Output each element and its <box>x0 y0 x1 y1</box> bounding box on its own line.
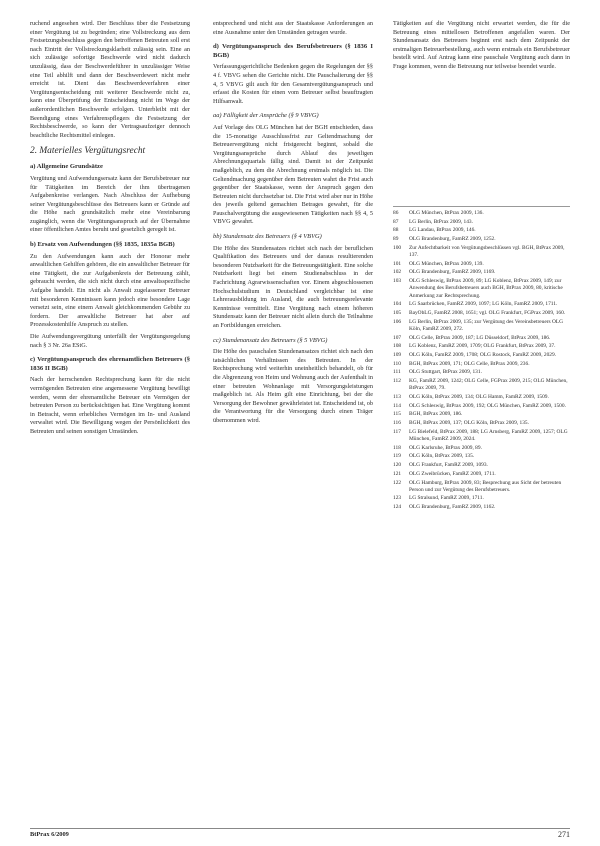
journal-name: BtPrax 6/2009 <box>30 831 69 838</box>
paragraph: Die Höhe des Stundensatzes richtet sich nach der beruflichen Qualifikation des Betreuers und der daraus resultierenden besonderen Nutzbarkeit für die Betreuungstätigkeit. Eine solche Nutzbarkeit liegt bei einem Studienabschluss in der Fachrichtung Agrarwissenschaften vor. Einem abgeschlossenen Hochschulstudium in Deutschland vergleichbar ist eine Lehrerausbildung im Ausland, die auch betreuungsrelevante Kenntnisse vermittelt. Eine Vergütung nach einem höheren Stundensatz kann der Betreuer nicht allein durch die Teilnahme an Fortbildungen erreichen. <box>213 244 373 329</box>
footnote <box>393 310 570 317</box>
footnote-number: 108 <box>393 343 402 350</box>
subheading: b) Ersatz von Aufwendungen (§§ 1835, 1835a BGB) <box>30 241 175 249</box>
page-footer <box>30 828 570 838</box>
footnote <box>393 378 570 392</box>
paragraph: Verfassungsgerichtliche Bedenken gegen die Regelungen der §§ 4 f. VBVG sehen die Gerichte nicht. Die Pauschalierung der §§ 4, 5 VBVG gilt auch für den Gesamtvergütungsanspruch und erfasst die Kosten für einen vom Betreuer selbst beauftragten Hilfsanwalt. <box>213 63 373 105</box>
footnote-list <box>393 206 570 513</box>
footnote-number: 87 <box>393 218 399 225</box>
footnote-number: 110 <box>393 360 401 367</box>
footnote-number: 105 <box>393 309 402 316</box>
footnote <box>393 445 570 452</box>
footnote-text: OLG Karlsruhe, BtPrax 2009, 89. <box>409 444 482 451</box>
footnote-number: 123 <box>393 495 402 502</box>
footnote-number: 112 <box>393 378 401 385</box>
footnote <box>393 219 570 226</box>
footnote-text: OLG München, BtPrax 2009, 139. <box>409 260 484 267</box>
footnote-number: 100 <box>393 244 402 251</box>
subheading: c) Vergütungsanspruch des ehrenamtlichen Betreuers (§ 1836 II BGB) <box>30 356 190 372</box>
footnote-text: OLG Schleswig, BtPrax 2009, 89; LG Koblenz, BtPrax 2009, 149; zur Anwendung des Berufsbetreuers auch BGH, BtPrax 2009, 80, kritische Anmerkung zur Rechtsprechung. <box>409 278 563 299</box>
footnote <box>393 301 570 308</box>
footnote-text: LG Stralsund, FamRZ 2009, 1711. <box>409 495 484 502</box>
footnote-text: BGH, BtPrax 2009, 186. <box>409 411 463 418</box>
footnote <box>393 369 570 376</box>
footnote-number: 114 <box>393 402 401 409</box>
footnote-text: OLG München, BtPrax 2009, 136. <box>409 210 484 216</box>
footnote-number: 111 <box>393 369 401 376</box>
footnote <box>393 462 570 469</box>
paragraph: Zu den Aufwendungen kann auch der Honorar mehr anwaltlichen Gehilfen gehören, die ein anwaltlicher Betreuer für eine Tätigkeit, die zur Aufgabenkreis der Betreuung zählt, gebraucht werden, die sich nicht durch eine anwaltsspezifische Aufgabe handelt. Ein nicht als Anwalt zugelassener Betreuer mit besonderen Kenntnissen kann jedoch eine besondere Lage versetzt sein, eine einem Anwalt gleichkommenden Gebühr zu fordern. Der anwaltliche Betreuer hat aber auf Prozesskostenhilfe Anspruch zu stellen. <box>30 252 190 329</box>
footnote-text: OLG Stuttgart, BtPrax 2009, 131. <box>409 369 482 376</box>
footnote-text: OLG Köln, BtPrax 2009, 135. <box>409 453 475 460</box>
subheading: d) Vergütungsanspruch des Berufsbetreuers (§ 1836 I BGB) <box>213 43 373 59</box>
footnote <box>393 420 570 427</box>
text-column-left <box>30 20 190 440</box>
footnote <box>393 411 570 418</box>
footnote-number: 117 <box>393 428 401 435</box>
footnote <box>393 278 570 300</box>
footnote-number: 122 <box>393 479 402 486</box>
footnote-text: BGH, BtPrax 2009, 137; OLG Köln, BtPrax 2009, 135. <box>409 420 529 427</box>
footnote-text: LG Koblenz, FamRZ 2009, 1709; OLG Frankfurt, BtPrax 2009, 37. <box>409 343 556 350</box>
footnote-number: 88 <box>393 227 399 234</box>
footnote-text: OLG Schleswig, BtPrax 2009, 192; OLG München, FamRZ 2009, 1500. <box>409 402 566 409</box>
footnote-number: 109 <box>393 351 402 358</box>
footnote-text: OLG Celle, BtPrax 2009, 187; LG Düsseldorf, BtPrax 2009, 186. <box>409 334 551 341</box>
footnote-number: 119 <box>393 453 401 460</box>
footnote <box>393 504 570 511</box>
footnote <box>393 453 570 460</box>
page-number: 271 <box>558 830 570 839</box>
footnote-text: LG Bielefeld, BtPrax 2009, 188; LG Arnsberg, FamRZ 2009, 1257; OLG München, FamRZ 2009, 2024. <box>409 428 568 442</box>
footnote <box>393 335 570 342</box>
footnote <box>393 403 570 410</box>
footnote-number: 116 <box>393 420 401 427</box>
footnote <box>393 269 570 276</box>
footnote-text: BGH, BtPrax 2009, 171; OLG Celle, BtPrax 2009, 236. <box>409 360 530 367</box>
journal-page <box>30 20 570 830</box>
footnote-number: 121 <box>393 470 402 477</box>
footnote <box>393 495 570 502</box>
paragraph: Vergütung und Aufwendungsersatz kann der Berufsbetreuer nur für Tätigkeiten im Bereich der ihm übertragenen Aufgabenkreise verlangen. Nach Abschluss der Aufhebung seiner Vergütungsbeschlüsse des Betreuers kann er Gründe auf die Höhe nach grundsätzlich mehr eine Vereinbarung zugänglich, wenn die Vergütungsanspruch auf der Übernahme einer öffentlichen Amtes beruht und gesetzlich geregelt ist. <box>30 174 190 234</box>
footnote-number: 89 <box>393 236 399 243</box>
footnote <box>393 352 570 359</box>
footnote-number: 103 <box>393 278 402 285</box>
footnote <box>393 343 570 350</box>
footnote <box>393 227 570 234</box>
footnote <box>393 480 570 494</box>
footnote <box>393 236 570 243</box>
footnote-number: 107 <box>393 334 402 341</box>
paragraph: entsprechend und nicht aus der Staatskasse Anforderungen an eine Ausnahme unter den Umständen getragen wurde. <box>213 20 373 36</box>
subheading: cc) Stundenansatz des Betreuers (§ 5 VBVG) <box>213 336 328 344</box>
footnote-text: OLG Brandenburg, FamRZ 2009, 1169. <box>409 269 496 276</box>
section-heading: 2. Materielles Vergütungsrecht <box>30 146 146 157</box>
footnote-text: Zur Anfechtbarkeit von Vergütungsbeschlüssen vgl. BGH, BtPrax 2009, 137. <box>409 244 565 259</box>
footnote-number: 102 <box>393 269 402 276</box>
footnote-text: OLG Hamburg, BtPrax 2009, 83; Besprechung aus Sicht der betreuten Person und zur Vergütung des Berufsbetreuers. <box>409 479 562 493</box>
footnote <box>393 261 570 268</box>
footnote-text: KG, FamRZ 2009, 1242; OLG Celle, FGPrax 2009, 215; OLG München, BtPrax 2009, 79. <box>409 378 568 392</box>
footnote <box>393 210 570 217</box>
footnote-text: BayObLG, FamRZ 2008, 1651; vgl. OLG Frankfurt, FGPrax 2009, 160. <box>409 309 566 316</box>
footnote-text: OLG Brandenburg, FamRZ 2009, 1252. <box>409 236 496 243</box>
paragraph: Die Höhe des pauschalen Stundenansatzes richtet sich nach den tatsächlichen Verhältnissen des Betreuten. In der Rechtsprechung wird weiterhin uneinheitlich behandelt, ob für die Abgrenzung von Heim und Wohnung auch der Aufenthalt in einer betreuten Wohnanlage mit Versorgungsleistungen maßgeblich ist. Als Heim gilt eine Einrichtung, bei der die Versorgung der Bewohner gewährleistet ist. Entscheidend ist, ob die Verantwortung für die Versorgung durch einen Träger übernommen wird. <box>213 348 373 424</box>
footnote-text: LG Berlin, BtPrax 2009, 135; zur Vergütung des Vereinsbetreuers OLG Köln, FamRZ 2009, 272. <box>409 318 564 332</box>
footnote-number: 113 <box>393 393 401 400</box>
footnote-text: OLG Brandenburg, FamRZ 2009, 1162. <box>409 504 496 511</box>
paragraph: Nach der herrschenden Rechtsprechung kann für die nicht vermögenden Betreuten eine angemessene Vergütung bewilligt werden, wenn der ehrenamtliche Betreuer ein Vermögen der betreuten Person zu berücksichtigen hat. Eine Vergütung kommt in Betracht, wenn erhebliches Vermögen im In- und Ausland verwaltet wird. Die Bewilligung wegen der Persönlichkeit des Betreuten und seinen sonstigen Umständen. <box>30 376 190 435</box>
subheading: bb) Stundensatz des Betreuers (§ 4 VBVG) <box>213 233 322 241</box>
footnote <box>393 319 570 333</box>
footnote <box>393 245 570 259</box>
footnote-number: 86 <box>393 210 399 216</box>
paragraph: Tätigkeiten auf die Vergütung nicht erwartet werden, die für die Betreuung eines mittellosen Betroffenen angefallen waren. Der Stundenansatz des Betreuers beginnt erst nach dem Zeitpunkt der erstmaligen Betreuerbestellung, auch wenn erstmals ein Berufsbetreuer bestellt wird. Auf Antrag kann eine pauschale Vergütung auch dann in Frage kommen, wenn die Betreuung nur teilweise beendet wurde. <box>393 20 570 70</box>
subheading: a) Allgemeine Grundsätze <box>30 163 103 171</box>
text-column-right <box>393 20 570 511</box>
paragraph: ruchend angesehen wird. Der Beschluss über die Festsetzung einer Vergütung ist zu begründen; eine Vollstreckung aus dem Festsetzungsbeschluss gegen den betroffenen Betreuten soll erst nach Eintritt der Vollstreckungsklarheit zulässig sein. Eine an sich zulässige sofortige Beschwerde wird nicht dadurch unzulässig, dass der Beschwerdeführer in unzulässiger Weise eine Teil abhilft und dann der Beschwerdewert nicht mehr erreicht ist. Dient das Beschwerdeverfahren einer Vergütungsentscheidung mit weiterer Beschwerde nicht zu, kann eine Überprüfung der Entscheidung nicht im Wege der außerordentlichen Beschwerde erfolgen. Unterbleibt mit der Beendigung eines Verfahrenspflegers die Festsetzung der Rechtsbeschwerde, so kann der Vertragsaufzeiger dennoch beachtliche Rechtsmittel einlegen. <box>30 20 190 139</box>
footnote-number: 101 <box>393 260 402 267</box>
footnote-text: OLG Köln, BtPrax 2009, 134; OLG Hamm, FamRZ 2009, 1509. <box>409 393 549 400</box>
footnote-number: 120 <box>393 462 402 469</box>
text-column-middle <box>213 20 373 429</box>
footnote-number: 104 <box>393 301 402 308</box>
subheading: aa) Fälligkeit der Ansprüche (§ 9 VBVG) <box>213 112 319 120</box>
footnote-number: 115 <box>393 411 401 418</box>
footnote-number: 124 <box>393 504 402 511</box>
footnote <box>393 471 570 478</box>
footnote-text: LG Landau, BtPrax 2009, 146. <box>409 227 476 234</box>
footnote-number: 118 <box>393 444 401 451</box>
footnote-text: OLG Zweibrücken, FamRZ 2009, 1711. <box>409 470 496 477</box>
footnote <box>393 429 570 443</box>
paragraph: Die Aufwendungsvergütung unterfällt der Vergütungsregelung nach § 3 Nr. 26a EStG. <box>30 333 190 349</box>
footnote <box>393 361 570 368</box>
footnote-text: LG Saarbrücken, FamRZ 2009, 1097; LG Köln, FamRZ 2009, 1711. <box>409 301 558 308</box>
footnote-number: 106 <box>393 318 402 325</box>
footnote <box>393 394 570 401</box>
footnote-text: LG Berlin, BtPrax 2009, 143. <box>409 218 473 225</box>
paragraph: Auf Vorlage des OLG München hat der BGH entschieden, dass die 15-monatige Ausschlussfrist zur Geltendmachung der Betreuervergütung nicht fristgerecht beginnt, sobald die Vergütungsansprüche durch Ablauf des jeweiligen Abrechnungsquartals fällig sind. Damit ist der Zeitpunkt maßgeblich, zu dem die Abrechnung erstmals möglich ist. Die Geltendmachung gegenüber dem Betreuten wahrt die Frist auch gegenüber der Staatskasse, wenn der Anspruch gegen den Betreuten nicht durchsetzbar ist. Die Frist wird aber nur in Höhe des jeweils geltend gemachten Betrages gewahrt, für die Pauschalvergütung die ausgewiesenen Tätigkeiten nach §§ 4, 5 VBVG gewahrt. <box>213 123 373 226</box>
footnote-text: OLG Frankfurt, FamRZ 2009, 1093. <box>409 462 488 469</box>
footnote-text: OLG Köln, FamRZ 2009, 1708; OLG Rostock, FamRZ 2009, 2029. <box>409 351 557 358</box>
